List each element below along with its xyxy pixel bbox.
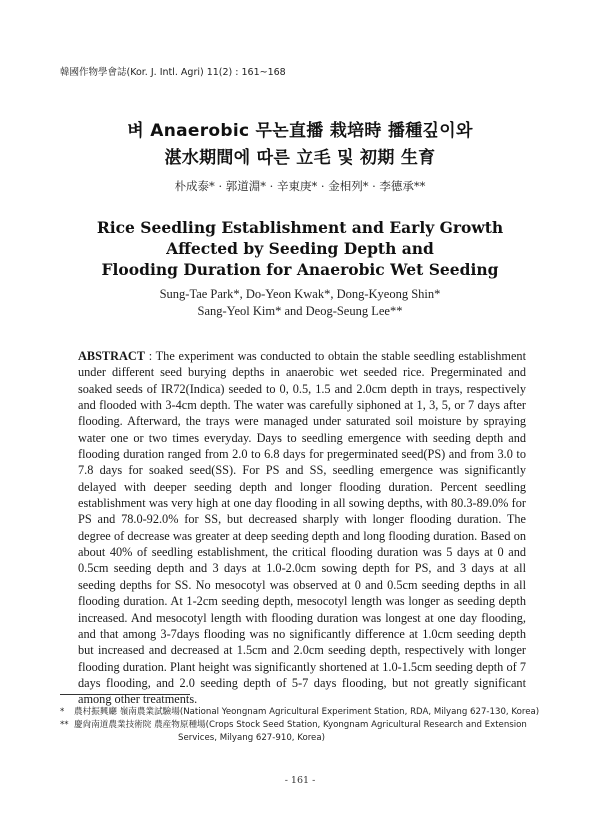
footnote-2: [60, 719, 540, 745]
abstract-colon: :: [144, 349, 156, 363]
korean-title-line-2: 湛水期間에 따른 立毛 및 初期 生育: [164, 148, 436, 168]
abstract: [78, 348, 526, 708]
english-title-line-2: Affected by Seeding Depth and: [166, 239, 434, 258]
abstract-label: ABSTRACT: [78, 349, 145, 363]
journal-header: 韓國作物學會誌(Kor. J. Intl. Agri) 11(2) : 161~168: [60, 67, 286, 78]
korean-title-line-1: 벼 Anaerobic 무논直播 栽培時 播種깊이와: [127, 121, 473, 141]
page-number: - 161 -: [284, 775, 316, 786]
footnote-2-text-line-2: Services, Milyang 627-910, Korea): [178, 733, 325, 743]
footnotes: [60, 706, 540, 745]
abstract-text: The experiment was conducted to obtain the stable seedling establishment under different seed burying depths in anaerobic wet seeded rice. Pregerminated and soaked seeds of IR72(Indica) seeded to 0, 0.5, 1.5 and 2.0cm depth in trays, respectively and flooded with 3-4cm depth. The water was carefully siphoned at 1, 3, 5, or 7 days after flooding. Afterward, the trays were managed under saturated soil moisture by spraying water one or two times everyday. Days to seedling emergence with seeding depth and flooding duration ranged from 2.0 to 6.8 days for pregerminated seed(PS) and from 3.0 to 7.8 days for soaked seed(SS). For PS and SS, seedling emergence was significantly delayed with deeper seeding depth and longer flooding duration. Percent seedling establishment was very high at one day flooding in all sowing depths, with 80.3-89.0% for PS and 78.0-92.0% for SS, but decreased sharply with longer flooding duration. The degree of decrease was greater at deep seeding depth and long flooding duration. Based on about 40% of seedling establishment, the critical flooding duration was 5 days at 0 and 0.5cm seeding depth and 3 days at 1.0-2.0cm sowing depth for PS, and 3 days at all seeding depths for SS. No mesocotyl was observed at 0 and 0.5cm seeding depths in all flooding duration. At 1-2cm seeding depth, mesocotyl length was longer as seeding depth increased. And mesocotyl length with flooding duration was longest at one day flooding, and that among 3-7days flooding was no significantly difference at 1.0cm seeding depth but increased and decreased at 1.5cm and 2.0cm seeding depth, respectively with longer flooding duration. Plant height was significantly shortened at 1.0-1.5cm seeding depth of 7 days flooding, and 2.0 seeding depth of 5-7 days flooding, but not greatly significant among other treatments.: [78, 349, 527, 707]
footnote-1-mark: *: [60, 707, 65, 717]
english-title-line-1: Rice Seedling Establishment and Early Growth: [96, 218, 504, 237]
english-authors-line-1: Sung-Tae Park*, Do-Yeon Kwak*, Dong-Kyeong Shin*: [159, 287, 441, 301]
footnote-1-text: 農村振興廳 嶺南農業試驗場(National Yeongnam Agricultural Experiment Station, RDA, Milyang 627-130, Korea): [74, 707, 540, 717]
footnote-divider: [60, 694, 190, 695]
footnote-2-text-line-1: 慶尙南道農業技術院 農産物原種場(Crops Stock Seed Station, Kyongnam Agricultural Research and Extension: [74, 720, 527, 730]
korean-authors: 朴成泰* · 郭道淵* · 辛東庚* · 金相列* · 李德承**: [174, 179, 426, 193]
english-authors-line-2: Sang-Yeol Kim* and Deog-Seung Lee**: [197, 304, 403, 318]
footnote-1: [60, 706, 540, 719]
english-title-line-3: Flooding Duration for Anaerobic Wet Seeding: [101, 260, 499, 279]
footnote-2-mark: **: [60, 720, 69, 730]
